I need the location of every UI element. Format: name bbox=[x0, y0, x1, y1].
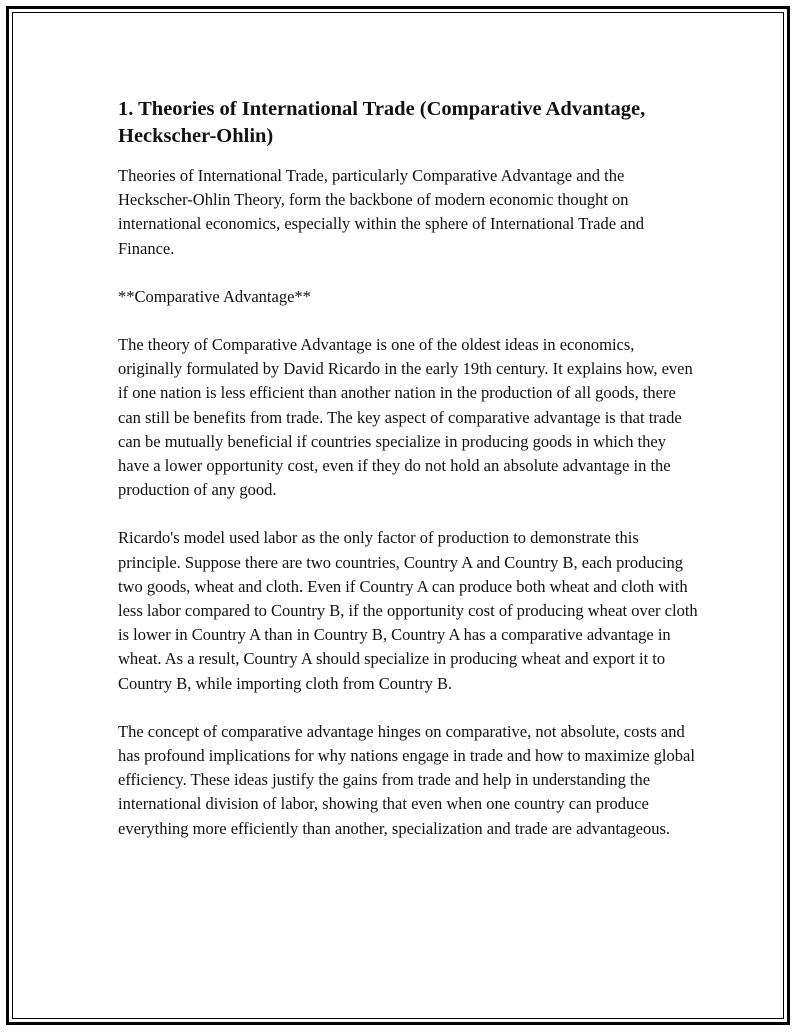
paragraph-comparative-advantage: The theory of Comparative Advantage is one of the oldest ideas in economics, originally formulated by David Ricardo in the early 19th century. It explains how, even if one nation is less efficient than another nation in the production of all goods, there can still be benefits from trade. The key aspect of comparative advantage is that trade can be mutually beneficial if countries specialize in producing goods in which they have a lower opportunity cost, even if they do not hold an absolute advantage in the production of any good. bbox=[118, 335, 693, 500]
document-body bbox=[118, 96, 698, 865]
paragraph-intro: Theories of International Trade, particularly Comparative Advantage and the Heckscher-Ohlin Theory, form the backbone of modern economic thought on international economics, especially within the sphere of International Trade and Finance. bbox=[118, 166, 645, 258]
paragraph-subheading: **Comparative Advantage** bbox=[118, 286, 311, 306]
paragraph-concept: The concept of comparative advantage hinges on comparative, not absolute, costs and has profound implications for why nations engage in trade and how to maximize global efficiency. These ideas justify the gains from trade and help in understanding the international division of labor, showing that even when one country can produce everything more efficiently than another, specialization and trade are advantageous. bbox=[118, 721, 695, 838]
section-title: 1. Theories of International Trade (Comparative Advantage, Heckscher-Ohlin) bbox=[118, 98, 646, 147]
paragraph-ricardo-model: Ricardo's model used labor as the only factor of production to demonstrate this principle. Suppose there are two countries, Country A and Country B, each producing two goods, wheat and cloth. Even if Country A can produce both wheat and cloth with less labor compared to Country B, if the opportunity cost of producing wheat over cloth is lower in Country A than in Country B, Country A has a comparative advantage in wheat. As a result, Country A should specialize in producing wheat and export it to Country B, while importing cloth from Country B. bbox=[118, 528, 698, 693]
